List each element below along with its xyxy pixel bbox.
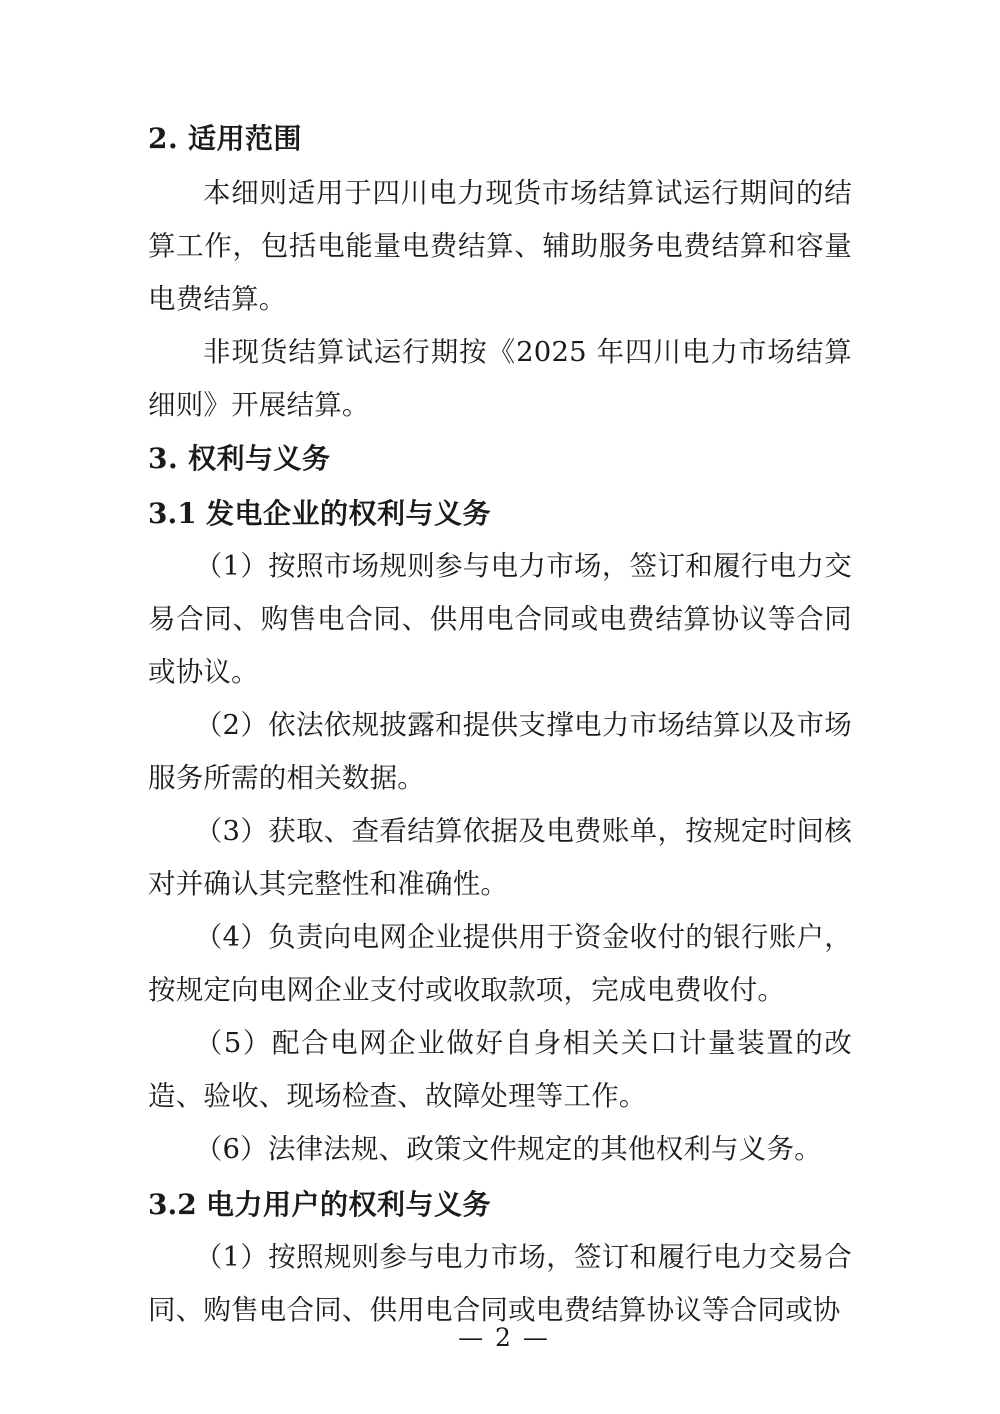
paragraph-scope-1: 本细则适用于四川电力现货市场结算试运行期间的结算工作，包括电能量电费结算、辅助服务电费结算和容量电费结算。	[148, 177, 852, 315]
list-item: （2）依法依规披露和提供支撑电力市场结算以及市场服务所需的相关数据。	[148, 709, 852, 794]
list-item: （1）按照市场规则参与电力市场，签订和履行电力交易合同、购售电合同、供用电合同或电费结算协议等合同或协议。	[148, 550, 852, 688]
section-number: 2.	[148, 122, 179, 155]
section-title: 权利与义务	[188, 442, 331, 475]
document-body	[148, 112, 852, 1337]
list-item: （1）按照规则参与电力市场，签订和履行电力交易合同、购售电合同、供用电合同或电费结算协议等合同或协	[148, 1241, 852, 1326]
section-heading-3-1	[148, 487, 852, 540]
list-item: （4）负责向电网企业提供用于资金收付的银行账户，按规定向电网企业支付或收取款项，完成电费收付。	[148, 921, 852, 1006]
list-item: （6）法律法规、政策文件规定的其他权利与义务。	[194, 1133, 822, 1165]
list-item: （5）配合电网企业做好自身相关关口计量装置的改造、验收、现场检查、故障处理等工作。	[148, 1027, 852, 1112]
list-item: （3）获取、查看结算依据及电费账单，按规定时间核对并确认其完整性和准确性。	[148, 815, 852, 900]
subsection-number: 3.2	[148, 1188, 197, 1221]
section-heading-3	[148, 432, 852, 485]
section-number: 3.	[148, 442, 179, 475]
subsection-title: 电力用户的权利与义务	[206, 1188, 492, 1221]
paragraph-scope-2: 非现货结算试运行期按《2025 年四川电力市场结算细则》开展结算。	[148, 336, 852, 421]
subsection-number: 3.1	[148, 497, 197, 530]
section-title: 适用范围	[188, 122, 303, 155]
page-number: — 2 —	[458, 1323, 550, 1352]
subsection-title: 发电企业的权利与义务	[206, 497, 492, 530]
section-heading-3-2	[148, 1178, 852, 1231]
section-heading-2	[148, 112, 852, 165]
